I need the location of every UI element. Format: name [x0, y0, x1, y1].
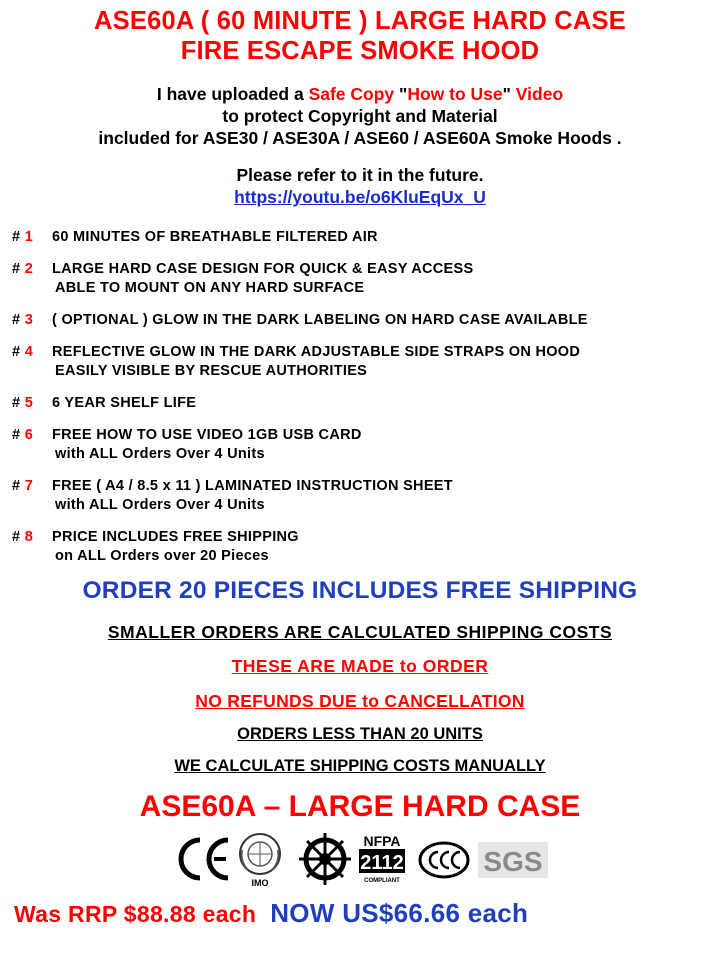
free-shipping-banner: ORDER 20 PIECES INCLUDES FREE SHIPPING — [82, 577, 638, 604]
page-title-line1: ASE60A ( 60 MINUTE ) LARGE HARD CASE — [94, 7, 626, 35]
feature-text: 60 MINUTES OF BREATHABLE FILTERED AIR — [52, 229, 378, 245]
quote-open: " — [394, 84, 408, 104]
feature-text: FREE HOW TO USE VIDEO 1GB USB CARD — [52, 427, 362, 443]
imo-emblem-icon — [240, 834, 280, 888]
feature-subtext: with ALL Orders Over 4 Units — [55, 497, 265, 513]
youtube-link[interactable]: https://youtu.be/o6KluEqUx_U — [234, 187, 486, 207]
feature-subtext: EASILY VISIBLE BY RESCUE AUTHORITIES — [55, 363, 368, 379]
shipping-cost-text: SMALLER ORDERS ARE CALCULATED SHIPPING COSTS — [107, 622, 613, 642]
feature-item-3 — [12, 311, 712, 330]
manual-shipping-text: WE CALCULATE SHIPPING COSTS MANUALLY — [174, 757, 546, 775]
orders-less-note — [0, 725, 720, 744]
feature-text: PRICE INCLUDES FREE SHIPPING — [52, 529, 299, 545]
intro-line1 — [0, 83, 720, 105]
feature-number: 6 — [24, 427, 34, 443]
feature-text: ( OPTIONAL ) GLOW IN THE DARK LABELING ON HARD CASE AVAILABLE — [52, 312, 588, 328]
feature-number: 8 — [24, 529, 34, 545]
feature-hash: # — [12, 478, 25, 494]
made-to-order-text: THESE ARE MADE to ORDER — [231, 656, 489, 676]
shipping-cost-note — [0, 622, 720, 643]
feature-text: REFLECTIVE GLOW IN THE DARK ADJUSTABLE SIDE STRAPS ON HOOD — [52, 344, 581, 360]
feature-number: 5 — [24, 395, 34, 411]
title-block — [0, 6, 720, 66]
feature-text: LARGE HARD CASE DESIGN FOR QUICK & EASY ACCESS — [52, 261, 474, 277]
made-to-order-note — [0, 656, 720, 677]
feature-subtext: with ALL Orders Over 4 Units — [55, 446, 265, 462]
feature-item-6 — [12, 426, 712, 464]
feature-number: 1 — [24, 229, 34, 245]
price-line — [14, 898, 714, 929]
sgs-logo-icon — [478, 842, 548, 878]
manual-shipping-note — [0, 757, 720, 776]
now-price: NOW US$66.66 each — [270, 898, 529, 928]
intro-block — [0, 83, 720, 149]
video-text: Video — [515, 84, 564, 104]
imo-label: IMO — [251, 878, 269, 888]
sgs-label: SGS — [483, 846, 543, 877]
feature-item-5 — [12, 394, 712, 413]
was-price: Was RRP $88.88 each — [14, 901, 257, 927]
no-refund-note — [0, 691, 720, 712]
feature-subtext: on ALL Orders over 20 Pieces — [55, 548, 269, 564]
page-title-line2: FIRE ESCAPE SMOKE HOOD — [180, 37, 540, 65]
ce-mark-icon — [181, 840, 228, 878]
certification-logos — [170, 830, 560, 890]
feature-number: 2 — [24, 261, 34, 277]
nfpa-compliant: COMPLIANT — [364, 878, 400, 884]
ccc-mark-icon — [420, 843, 468, 877]
no-refund-text: NO REFUNDS DUE to CANCELLATION — [195, 691, 525, 711]
intro-line3: included for ASE30 / ASE30A / ASE60 / ASE60A Smoke Hoods . — [98, 128, 622, 148]
feature-number: 3 — [24, 312, 34, 328]
feature-item-8 — [12, 528, 712, 566]
feature-hash: # — [12, 395, 25, 411]
feature-number: 7 — [24, 478, 34, 494]
feature-hash: # — [12, 344, 25, 360]
feature-number: 4 — [24, 344, 34, 360]
feature-item-7 — [12, 477, 712, 515]
feature-text: 6 YEAR SHELF LIFE — [52, 395, 197, 411]
refer-text: Please refer to it in the future. — [236, 165, 484, 185]
feature-text: FREE ( A4 / 8.5 x 11 ) LAMINATED INSTRUCTION SHEET — [52, 478, 453, 494]
feature-hash: # — [12, 529, 25, 545]
feature-subtext: ABLE TO MOUNT ON ANY HARD SURFACE — [55, 280, 365, 296]
safe-copy-text: Safe Copy — [308, 84, 395, 104]
refer-block — [0, 164, 720, 208]
feature-item-1 — [12, 228, 712, 247]
how-to-use-text: How to Use — [407, 84, 503, 104]
orders-less-text: ORDERS LESS THAN 20 UNITS — [237, 725, 483, 743]
nfpa-2112-icon — [359, 833, 405, 884]
nfpa-number: 2112 — [360, 852, 404, 874]
ship-wheel-icon — [299, 833, 351, 885]
feature-hash: # — [12, 427, 25, 443]
feature-item-2 — [12, 260, 712, 298]
feature-item-4 — [12, 343, 712, 381]
quote-close: " — [502, 84, 516, 104]
nfpa-label: NFPA — [363, 833, 401, 849]
product-heading: ASE60A – LARGE HARD CASE — [139, 790, 581, 823]
intro-line2: to protect Copyright and Material — [222, 106, 498, 126]
feature-hash: # — [12, 229, 25, 245]
feature-hash: # — [12, 312, 25, 328]
feature-hash: # — [12, 261, 25, 277]
intro-text: I have uploaded a — [156, 84, 309, 104]
